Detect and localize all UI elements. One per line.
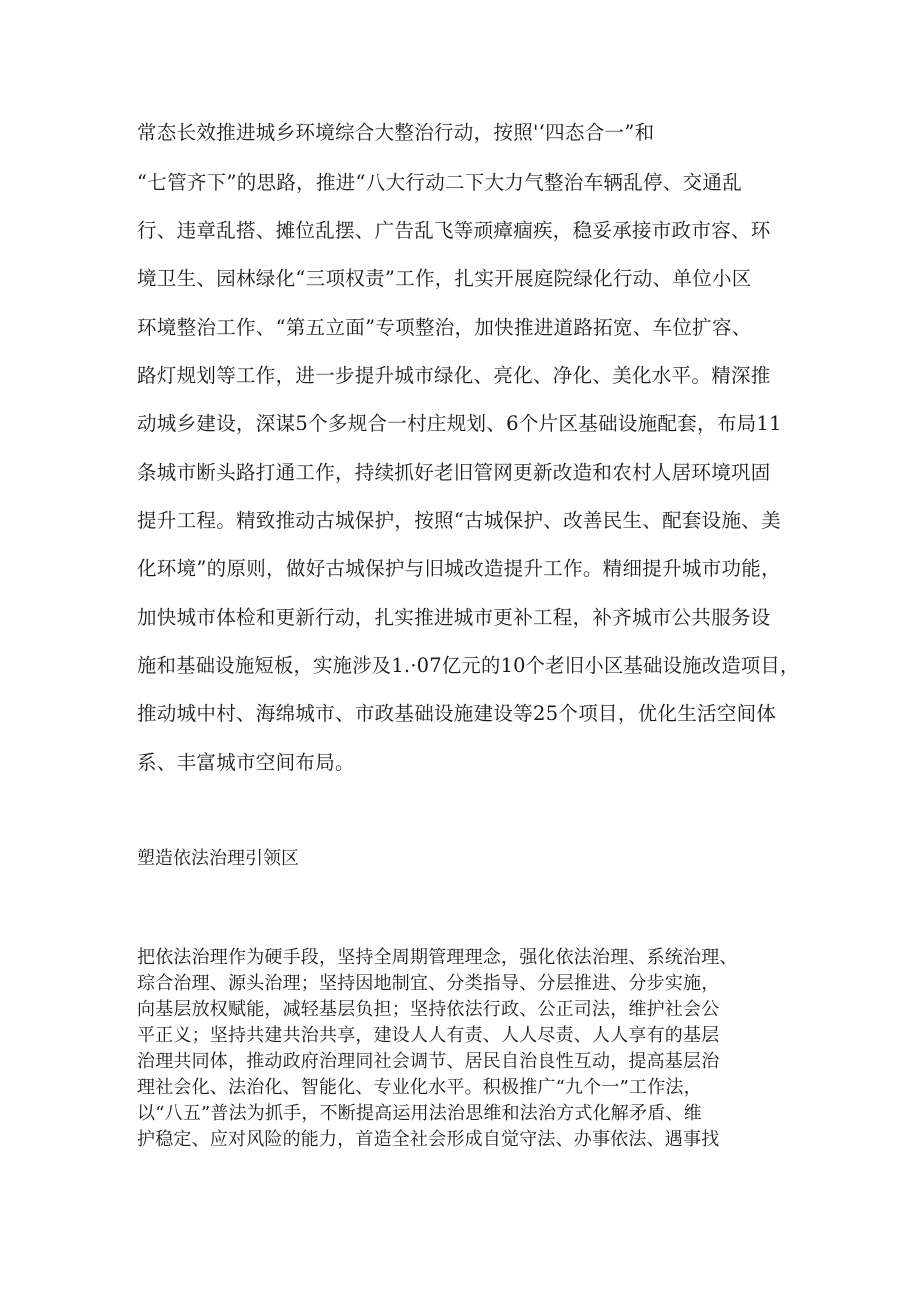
paragraph-line: 常态长效推进城乡环境综合大整治行动，按照'‘四态合一”和	[137, 121, 655, 144]
paragraph-line: 平正义；坚持共建共治共享，建设人人有责、人人尽责、人人享有的基层	[137, 1025, 720, 1046]
paragraph-line: 推动城中村、海绵城市、市政基础设施建设等25个项目，优化生活空间体	[137, 702, 777, 725]
paragraph-line: 琮合治理、源头治理；坚持因地制宜、分类指导、分层推进、分步实施，	[137, 973, 720, 994]
paragraph-line: 境卫生、园林绿化“三项权责”工作，扎实开展庭院绿化行动、单位小区	[137, 267, 752, 290]
paragraph-line: 理社会化、法治化、智能化、专业化水平。积极推广“九个一”工作法，	[137, 1077, 702, 1098]
paragraph-line: 动城乡建设，深谋5个多规合一村庄规划、6个片区基础设施配套，布局11	[137, 412, 782, 435]
paragraph-line: 向基层放权赋能，减轻基层负担；坚持依法行政、公正司法，维护社会公	[137, 999, 720, 1020]
paragraph-line: 护稳定、应对风险的能力，首造全社会形成自觉守法、办事依法、遇事找	[137, 1129, 720, 1150]
paragraph-line: 以“八五”普法为抓手，不断提高运用法治思维和法治方式化解矛盾、维	[137, 1103, 702, 1124]
paragraph-line: 加快城市体检和更新行动，扎实推进城市更补工程，补齐城市公共服务设	[137, 606, 771, 629]
paragraph-line: 系、丰富城市空间布局。	[137, 751, 355, 774]
paragraph-line: 施和基础设施短板，实施涉及1.·07亿元的10个老旧小区基础设施改造项目，	[137, 654, 800, 677]
paragraph-line: 治理共同体，推动政府治理同社会调节、居民自治良性互动，提高基层治	[137, 1051, 720, 1072]
paragraph-line: 提升工程。精致推动古城保护，按照“古城保护、改善民生、配套设施、美	[137, 509, 781, 532]
paragraph-line: 条城市断头路打通工作，持续抓好老旧管网更新改造和农村人居环境巩固	[137, 461, 771, 484]
paragraph-line: 行、违章乱搭、摊位乱摆、广告乱飞等顽瘴痼疾，稳妥承接市政市容、环	[137, 219, 771, 242]
paragraph-line: 把依法治理作为硬手段，坚持全周期管理理念，强化依法治理、系统治理、	[137, 947, 738, 968]
section-heading: 塑造依法治理引领区	[137, 848, 299, 869]
paragraph-line: 环境整治工作、“第五立面”专项整治，加快推进道路拓宽、车位扩容、	[137, 316, 752, 339]
paragraph-line: 路灯规划等工作，进一步提升城市绿化、亮化、净化、美化水平。精深推	[137, 364, 771, 387]
paragraph-line: “七管齐下”的思路，推进“八大行动二下大力气整治车辆乱停、交通乱	[137, 171, 743, 194]
paragraph-line: 化环境”的原则，做好古城保护与旧城改造提升工作。精细提升城市功能，	[137, 557, 781, 580]
